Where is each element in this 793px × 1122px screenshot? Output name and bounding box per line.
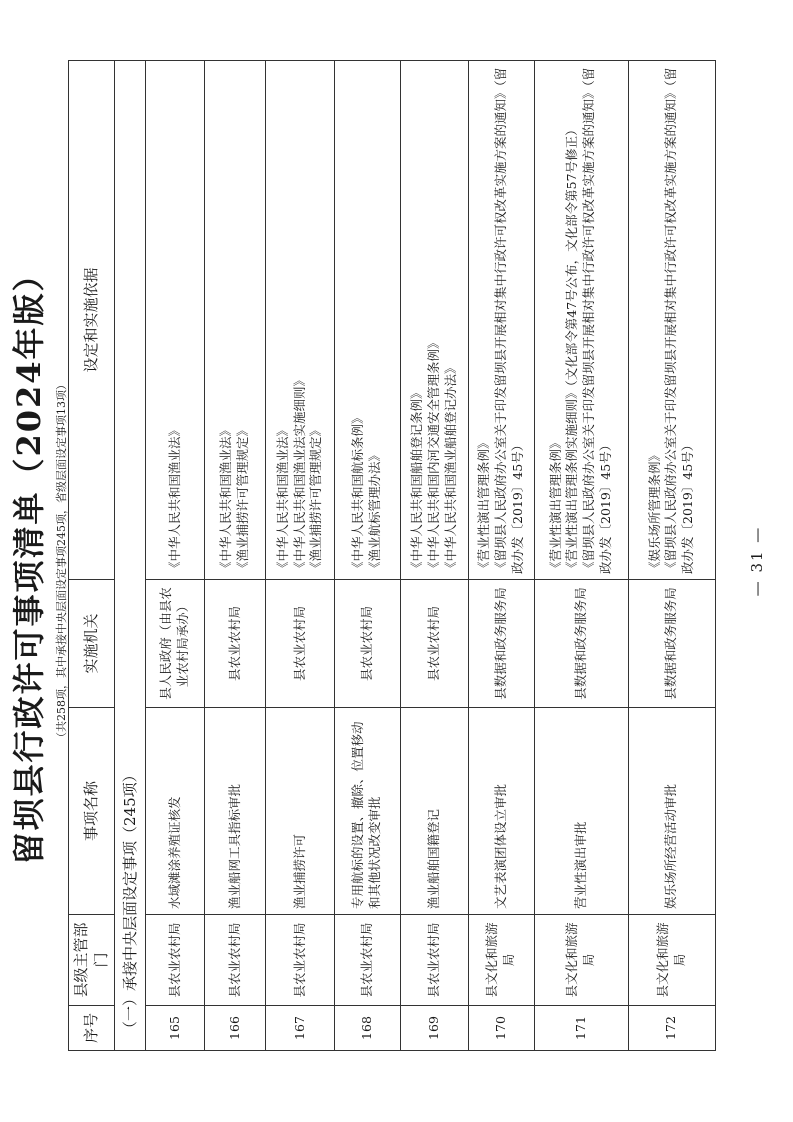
basis-line: 《渔业捕捞许可管理规定》 <box>235 423 251 574</box>
table-row <box>400 61 468 1051</box>
basis-line: 《中华人民共和国渔业法实施细则》 <box>291 373 307 574</box>
row-basis <box>334 61 400 580</box>
basis-line: 《中华人民共和国渔业法》 <box>274 423 290 574</box>
row-name: 水域滩涂养殖证核发 <box>146 708 205 915</box>
row-name: 渔业捕捞许可 <box>266 708 334 915</box>
basis-line: 《娱乐场所管理条例》 <box>646 448 662 574</box>
row-no: 166 <box>205 1006 266 1051</box>
basis-line: 《中华人民共和国渔业船舶登记办法》 <box>442 361 458 574</box>
header-name: 事项名称 <box>69 708 115 915</box>
row-agency: 县农业农村局 <box>205 580 266 708</box>
row-dept: 县文化和旅游局 <box>628 915 715 1006</box>
row-agency: 县农业农村局 <box>266 580 334 708</box>
row-agency: 县人民政府（由县农业农村局承办） <box>146 580 205 708</box>
row-name: 渔业船网工具指标审批 <box>205 708 266 915</box>
row-no: 169 <box>400 1006 468 1051</box>
row-name: 营业性演出审批 <box>534 708 628 915</box>
row-name: 渔业船舶国籍登记 <box>400 708 468 915</box>
document-title: 留坝县行政许可事项清单（2024年版） <box>10 257 48 865</box>
group-row <box>114 61 146 1051</box>
row-basis <box>468 61 534 580</box>
row-dept: 县文化和旅游局 <box>534 915 628 1006</box>
group-title: （一）承接中央层面设定事项（245项） <box>114 61 146 1051</box>
row-no: 172 <box>628 1006 715 1051</box>
basis-line: 《中华人民共和国航标条例》 <box>350 411 366 574</box>
row-agency: 县数据和政务服务局 <box>468 580 534 708</box>
header-no: 序号 <box>69 1006 115 1051</box>
basis-line: 《中华人民共和国渔业法》 <box>218 423 234 574</box>
row-name: 娱乐场所经营活动审批 <box>628 708 715 915</box>
row-name: 文艺表演团体设立审批 <box>468 708 534 915</box>
table-row <box>205 61 266 1051</box>
row-dept: 县农业农村局 <box>400 915 468 1006</box>
table-row <box>628 61 715 1051</box>
basis-line: 《留坝县人民政府办公室关于印发留坝县开展相对集中行政许可权改革实施方案的通知》（留政办发〔2019〕45号） <box>663 67 696 574</box>
basis-line: 《留坝县人民政府办公室关于印发留坝县开展相对集中行政许可权改革实施方案的通知》（留政办发〔2019〕45号） <box>492 67 525 574</box>
header-dept: 县级主管部门 <box>69 915 115 1006</box>
row-dept: 县文化和旅游局 <box>468 915 534 1006</box>
basis-line: 《渔业捕捞许可管理规定》 <box>308 423 324 574</box>
row-agency: 县数据和政务服务局 <box>534 580 628 708</box>
row-basis <box>205 61 266 580</box>
row-no: 167 <box>266 1006 334 1051</box>
row-name: 专用航标的设置、撤除、位置移动和其他状况改变审批 <box>334 708 400 915</box>
row-no: 170 <box>468 1006 534 1051</box>
basis-line: 《渔业航标管理办法》 <box>367 448 383 574</box>
basis-line: 《留坝县人民政府办公室关于印发留坝县开展相对集中行政许可权改革实施方案的通知》（留政办发〔2019〕45号） <box>581 67 614 574</box>
row-basis <box>534 61 628 580</box>
basis-line: 《营业性演出管理条例实施细则》（文化部令第47号公布，文化部令第57号修正） <box>564 123 580 574</box>
header-basis: 设定和实施依据 <box>69 61 115 580</box>
basis-line: 《中华人民共和国渔业法》 <box>166 423 182 574</box>
row-no: 171 <box>534 1006 628 1051</box>
permit-table <box>68 60 716 1051</box>
row-basis <box>400 61 468 580</box>
header-agency: 实施机关 <box>69 580 115 708</box>
table-header-row <box>69 61 115 1051</box>
document-subtitle: （共258项，其中承接中央层面设定事项245项，省级层面设定事项13项） <box>55 379 68 743</box>
row-dept: 县农业农村局 <box>205 915 266 1006</box>
row-basis <box>146 61 205 580</box>
table-row <box>334 61 400 1051</box>
row-dept: 县农业农村局 <box>146 915 205 1006</box>
row-basis <box>628 61 715 580</box>
basis-line: 《营业性演出管理条例》 <box>475 436 491 574</box>
basis-line: 《中华人民共和国船舶登记条例》 <box>408 386 424 574</box>
row-dept: 县农业农村局 <box>266 915 334 1006</box>
row-agency: 县农业农村局 <box>400 580 468 708</box>
row-dept: 县农业农村局 <box>334 915 400 1006</box>
row-agency: 县数据和政务服务局 <box>628 580 715 708</box>
table-row <box>146 61 205 1051</box>
row-agency: 县农业农村局 <box>334 580 400 708</box>
table-row <box>266 61 334 1051</box>
row-basis <box>266 61 334 580</box>
row-no: 165 <box>146 1006 205 1051</box>
basis-line: 《中华人民共和国内河交通安全管理条例》 <box>425 336 441 574</box>
page-number: — 31 — <box>748 525 766 597</box>
basis-line: 《营业性演出管理条例》 <box>547 436 563 574</box>
row-no: 168 <box>334 1006 400 1051</box>
table-row <box>468 61 534 1051</box>
table-row <box>534 61 628 1051</box>
